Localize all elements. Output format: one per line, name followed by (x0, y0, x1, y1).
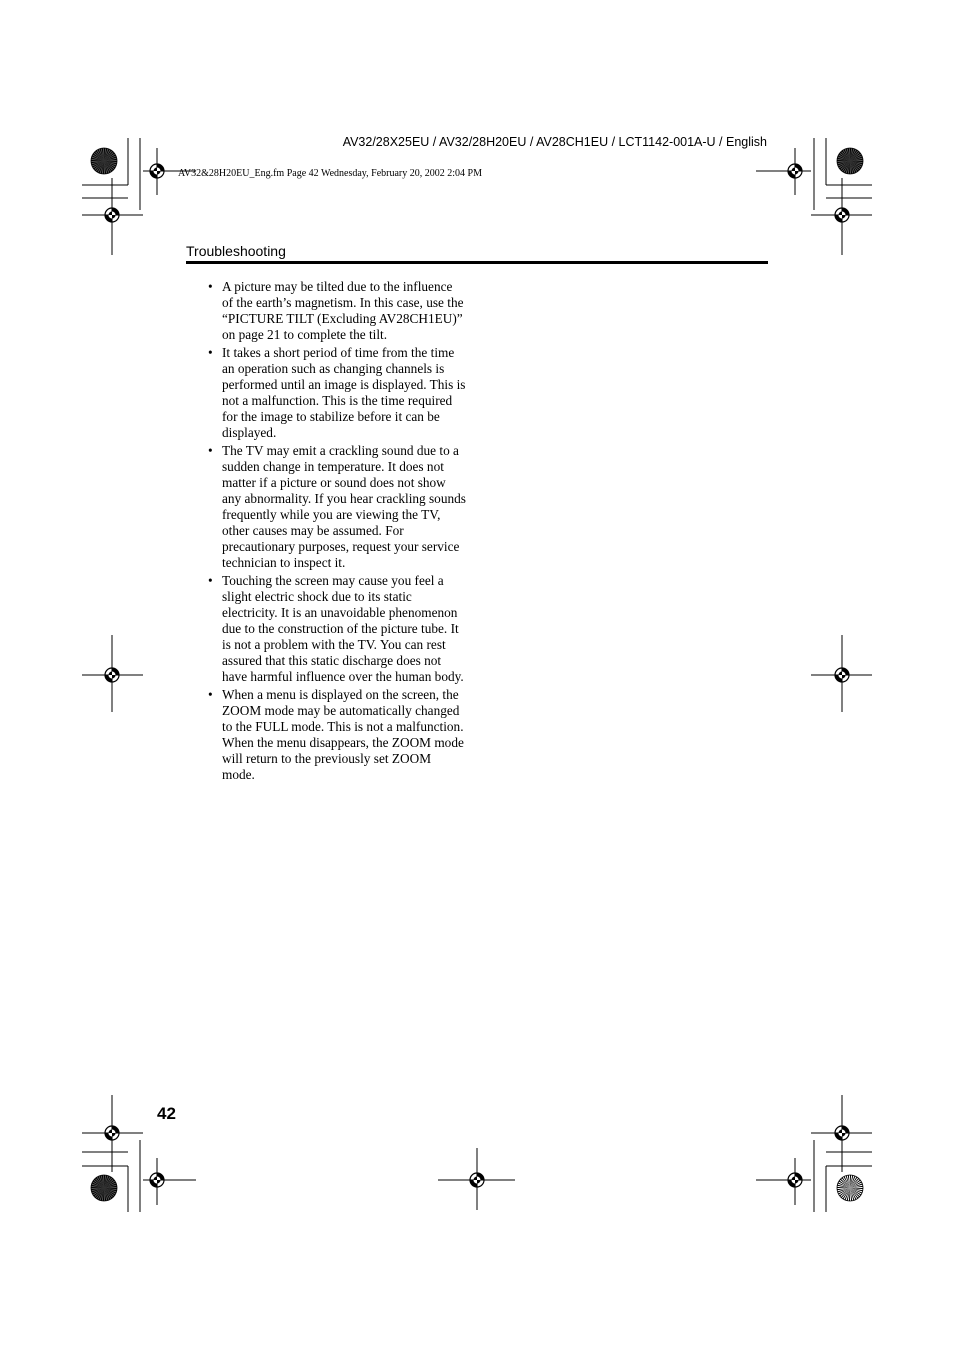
crosshair-circle-icon (150, 164, 164, 178)
list-item-text: When a menu is displayed on the screen, the ZOOM mode may be automatically changed to the FULL mode. This is not a malfunction. When the menu disappears, the ZOOM mode will return to the previously set ZOOM mode. (222, 687, 464, 782)
bullet-icon: • (208, 573, 213, 588)
section-divider (186, 261, 768, 264)
bullet-icon: • (208, 687, 213, 702)
list-item-text: A picture may be tilted due to the influence of the earth’s magnetism. In this case, use the “PICTURE TILT (Excluding AV28CH1EU)” on page 21 to complete the tilt. (222, 279, 464, 342)
crosshair-circle-icon (470, 1173, 484, 1187)
list-item (204, 279, 466, 343)
crosshair-circle-icon (835, 1126, 849, 1140)
crosshair-circle-icon (835, 668, 849, 682)
starburst-target-icon (837, 1175, 863, 1201)
crosshair-circle-icon (150, 1173, 164, 1187)
crosshair-circle-icon (835, 208, 849, 222)
crosshair-circle-icon (105, 1126, 119, 1140)
troubleshooting-list (204, 279, 466, 785)
starburst-target-icon (91, 148, 117, 174)
document-model-line: AV32/28X25EU / AV32/28H20EU / AV28CH1EU / LCT1142-001A-U / English (342, 135, 767, 149)
starburst-target-icon (837, 148, 863, 174)
crosshair-circle-icon (788, 164, 802, 178)
list-item-text: The TV may emit a crackling sound due to a sudden change in temperature. It does not matter if a picture or sound does not show any abnormality. If you hear crackling sounds frequently while you are viewing the TV, other causes may be assumed. For precautionary purposes, request your service technician to inspect it. (222, 443, 466, 570)
crosshair-circle-icon (105, 668, 119, 682)
bullet-icon: • (208, 279, 213, 294)
section-title: Troubleshooting (186, 243, 286, 259)
crosshair-circle-icon (105, 208, 119, 222)
list-item-text: It takes a short period of time from the time an operation such as changing channels is performed until an image is displayed. This is not a malfunction. This is the time required for the image to stabilize before it can be displayed. (222, 345, 466, 440)
list-item (204, 443, 466, 571)
list-item (204, 573, 466, 685)
starburst-target-icon (91, 1175, 117, 1201)
bullet-icon: • (208, 345, 213, 360)
bullet-icon: • (208, 443, 213, 458)
list-item (204, 345, 466, 441)
crosshair-circle-icon (788, 1173, 802, 1187)
list-item-text: Touching the screen may cause you feel a slight electric shock due to its static electricity. It is an unavoidable phenomenon due to the construction of the picture tube. It is not a problem with the TV. You can rest assured that this static discharge does not have harmful influence over the human body. (222, 573, 464, 684)
page-number: 42 (157, 1104, 176, 1123)
file-info-line: AV32&28H20EU_Eng.fm Page 42 Wednesday, February 20, 2002 2:04 PM (178, 168, 482, 179)
list-item (204, 687, 466, 783)
